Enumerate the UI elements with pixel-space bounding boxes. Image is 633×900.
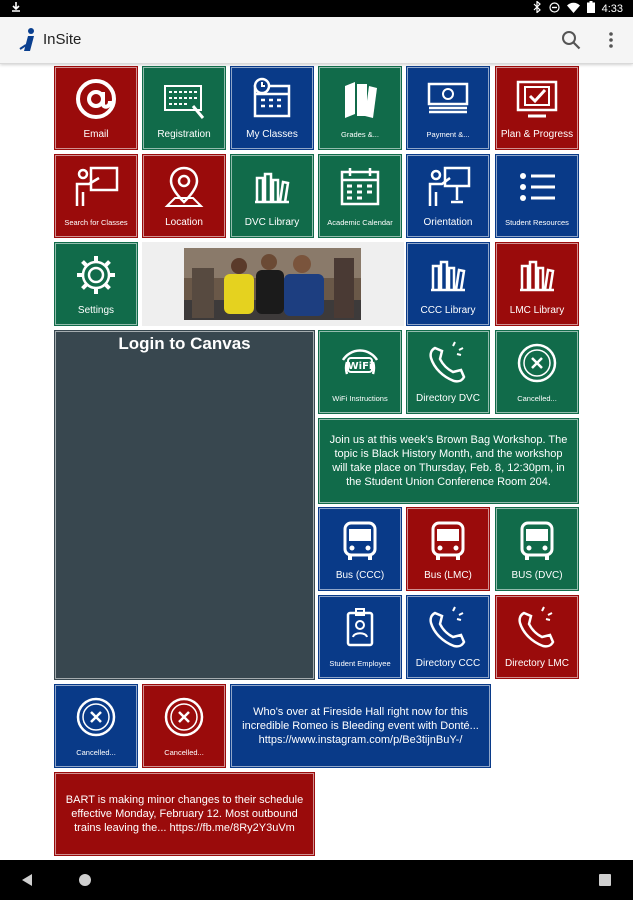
bookshelf-icon	[512, 250, 562, 300]
settings-tile[interactable]	[54, 242, 138, 326]
bus-lmc-label: Bus (LMC)	[424, 570, 472, 581]
featured-photo-tile[interactable]	[142, 242, 404, 326]
grades-tile[interactable]	[318, 66, 402, 150]
presentation-icon	[423, 162, 473, 212]
orientation-label: Orientation	[423, 217, 473, 228]
settings-label: Settings	[77, 305, 115, 316]
svg-text:WiFi: WiFi	[347, 361, 373, 372]
wifi-signal-icon	[567, 2, 580, 16]
registration-tile[interactable]	[142, 66, 226, 150]
email-tile[interactable]	[54, 66, 138, 150]
insite-logo-icon	[18, 27, 38, 53]
checklist-monitor-icon	[512, 74, 562, 124]
brown-bag-news-tile[interactable]	[318, 418, 579, 504]
plan-progress-label: Plan & Progress	[500, 129, 574, 140]
student-employee-tile[interactable]	[318, 595, 402, 679]
list-icon	[512, 162, 562, 212]
calendar-icon	[335, 162, 385, 212]
student-resources-tile[interactable]	[495, 154, 579, 238]
cancelled-tile-2[interactable]	[54, 684, 138, 768]
wifi-instructions-label: WiFi Instructions	[332, 394, 388, 403]
cancelled-tile-1[interactable]	[495, 330, 579, 414]
student-employee-label: Student Employee	[329, 659, 391, 668]
academic-calendar-label: Academic Calendar	[327, 218, 393, 227]
bus-icon	[335, 515, 385, 565]
login-canvas-tile[interactable]	[54, 330, 315, 680]
cancelled-label-2: Cancelled...	[76, 748, 116, 757]
keyboard-pen-icon	[159, 74, 209, 124]
my-classes-label: My Classes	[246, 129, 298, 140]
download-icon	[10, 1, 22, 16]
cancelled-label-3: Cancelled...	[164, 748, 204, 757]
more-options-icon[interactable]	[601, 29, 621, 51]
app-title: InSite	[43, 31, 82, 48]
registration-label: Registration	[157, 129, 211, 140]
directory-ccc-tile[interactable]	[406, 595, 490, 679]
cancelled-label-1: Cancelled...	[517, 394, 557, 403]
money-bills-icon	[423, 74, 473, 124]
directory-ccc-label: Directory CCC	[415, 658, 481, 669]
lmc-library-label: LMC Library	[509, 305, 565, 316]
cancelled-tile-3[interactable]	[142, 684, 226, 768]
orientation-tile[interactable]	[406, 154, 490, 238]
bus-ccc-tile[interactable]	[318, 507, 402, 591]
gear-icon	[71, 250, 121, 300]
calendar-clock-icon	[247, 74, 297, 124]
dvc-library-tile[interactable]	[230, 154, 314, 238]
directory-lmc-tile[interactable]	[495, 595, 579, 679]
bluetooth-icon	[533, 1, 542, 16]
payment-label: Payment &...	[426, 130, 470, 139]
login-canvas-label: Login to Canvas	[118, 334, 251, 353]
ccc-library-tile[interactable]	[406, 242, 490, 326]
home-icon[interactable]	[78, 873, 92, 892]
battery-icon	[587, 1, 595, 16]
academic-calendar-tile[interactable]	[318, 154, 402, 238]
wifi-instructions-tile[interactable]	[318, 330, 402, 414]
wifi-icon	[335, 338, 385, 388]
navigation-bar	[0, 860, 633, 900]
student-resources-label: Student Resources	[505, 218, 569, 227]
phone-icon	[423, 338, 473, 388]
id-badge-icon	[335, 603, 385, 653]
books-icon	[335, 74, 385, 124]
brown-bag-text: Join us at this week's Brown Bag Workshop. The topic is Black History Month, and the workshop will take place on Thursday, Feb. 8, 12:30pm, in the Student Union Conference Room 204.	[329, 434, 568, 488]
bus-dvc-label: BUS (DVC)	[511, 570, 563, 581]
directory-dvc-tile[interactable]	[406, 330, 490, 414]
back-icon[interactable]	[20, 873, 34, 892]
location-tile[interactable]	[142, 154, 226, 238]
ccc-library-label: CCC Library	[420, 305, 476, 316]
plan-progress-tile[interactable]	[495, 66, 579, 150]
status-time: 4:33	[601, 2, 623, 15]
fireside-text: Who's over at Fireside Hall right now for this incredible Romeo is Bleeding event with Donté... https://www.instagram.com/p/Be3tijnBuY-/	[242, 706, 479, 746]
phone-icon	[423, 603, 473, 653]
directory-dvc-label: Directory DVC	[416, 393, 480, 404]
cancel-circle-icon	[159, 692, 209, 742]
directory-lmc-label: Directory LMC	[505, 658, 569, 669]
bus-lmc-tile[interactable]	[406, 507, 490, 591]
search-icon[interactable]	[560, 29, 582, 51]
dnd-icon	[549, 2, 560, 16]
bus-icon	[423, 515, 473, 565]
map-pin-icon	[159, 162, 209, 212]
phone-icon	[512, 603, 562, 653]
bus-icon	[512, 515, 562, 565]
lmc-library-tile[interactable]	[495, 242, 579, 326]
search-classes-label: Search for Classes	[64, 218, 128, 227]
status-bar	[0, 0, 633, 17]
bart-news-tile[interactable]	[54, 772, 315, 856]
cancel-circle-icon	[512, 338, 562, 388]
bookshelf-icon	[247, 162, 297, 212]
cancel-circle-icon	[71, 692, 121, 742]
at-sign-icon	[71, 74, 121, 124]
fireside-news-tile[interactable]	[230, 684, 491, 768]
dvc-library-label: DVC Library	[244, 217, 300, 228]
app-bar	[0, 17, 633, 64]
bus-dvc-tile[interactable]	[495, 507, 579, 591]
bookshelf-icon	[423, 250, 473, 300]
location-label: Location	[165, 217, 203, 228]
students-photo	[184, 248, 361, 320]
recents-icon[interactable]	[598, 873, 612, 892]
email-label: Email	[83, 129, 109, 140]
teacher-board-icon	[71, 162, 121, 212]
grades-label: Grades &...	[341, 130, 379, 139]
search-classes-tile[interactable]	[54, 154, 138, 238]
my-classes-tile[interactable]	[230, 66, 314, 150]
bart-text: BART is making minor changes to their schedule effective Monday, February 12. Most outbound trains leaving the... https://fb.me/8Ry2Y3uVm	[65, 794, 304, 834]
payment-tile[interactable]	[406, 66, 490, 150]
bus-ccc-label: Bus (CCC)	[335, 570, 385, 581]
